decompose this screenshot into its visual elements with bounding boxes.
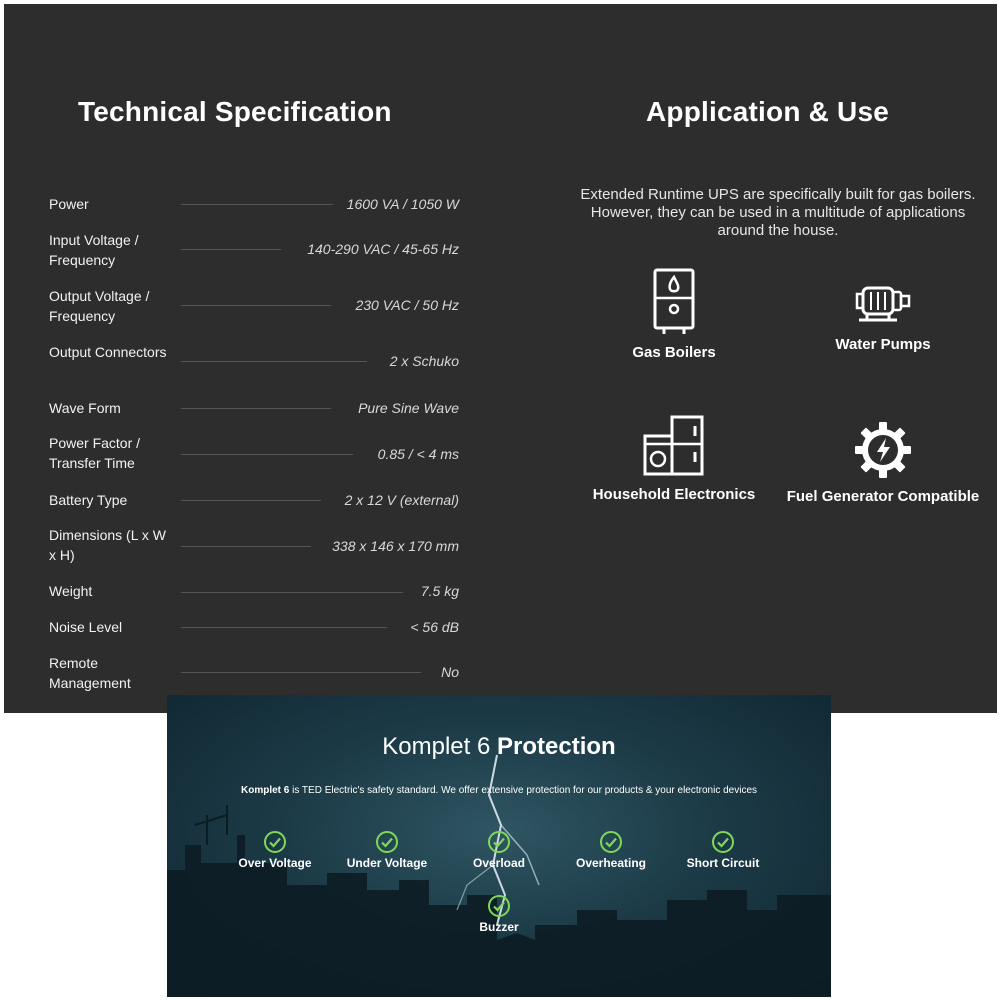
spec-row-battery-type	[49, 490, 459, 510]
application-item-gas-boilers	[569, 268, 779, 361]
spec-value: 0.85 / < 4 ms	[377, 446, 459, 462]
spec-value: No	[441, 664, 459, 680]
spec-divider	[181, 408, 331, 409]
protection-feature-label: Under Voltage	[346, 856, 428, 870]
spec-value: < 56 dB	[410, 619, 459, 635]
check-circle-icon	[711, 830, 735, 854]
spec-row-output-voltage	[49, 286, 459, 326]
spec-label: Dimensions (L x W x H)	[49, 527, 166, 563]
spec-value: Pure Sine Wave	[358, 400, 459, 416]
spec-divider	[181, 361, 367, 362]
protection-feature-label: Overload	[472, 856, 526, 870]
spec-row-weight	[49, 581, 459, 601]
spec-divider	[181, 546, 311, 547]
spec-divider	[181, 500, 321, 501]
application-item-fuel-generator	[778, 420, 988, 505]
spec-row-wave-form	[49, 398, 459, 418]
application-label: Gas Boilers	[632, 344, 716, 361]
spec-label: Power	[49, 196, 89, 212]
spec-row-output-connectors	[49, 342, 459, 382]
spec-label: Output Voltage / Frequency	[49, 288, 150, 324]
gas-boiler-icon	[652, 268, 696, 336]
household-appliances-icon	[642, 414, 706, 478]
spec-value: 230 VAC / 50 Hz	[355, 297, 459, 313]
protection-title-bold: Protection	[497, 733, 616, 760]
protection-feature-label: Buzzer	[479, 920, 519, 934]
spec-label: Remote Management	[49, 655, 131, 691]
application-label: Fuel Generator Compatible	[786, 488, 980, 505]
application-label: Household Electronics	[592, 486, 756, 503]
spec-divider	[181, 204, 333, 205]
spec-divider	[181, 672, 421, 673]
protection-title-light: Komplet 6	[382, 733, 491, 760]
spec-divider	[181, 249, 281, 250]
protection-description-text: is TED Electric's safety standard. We offer extensive protection for our products & your electronic devices	[292, 785, 758, 796]
spec-label: Battery Type	[49, 492, 128, 508]
spec-divider	[181, 454, 353, 455]
spec-row-remote-management	[49, 653, 459, 693]
spec-value: 7.5 kg	[420, 583, 459, 599]
spec-divider	[181, 627, 387, 628]
protection-feature-short-circuit	[668, 830, 778, 870]
protection-description	[167, 785, 831, 796]
protection-feature-label: Short Circuit	[686, 856, 760, 870]
check-circle-icon	[487, 894, 511, 918]
spec-label: Wave Form	[49, 400, 121, 416]
spec-row-power	[49, 194, 459, 214]
protection-feature-under-voltage	[332, 830, 442, 870]
spec-value: 2 x 12 V (external)	[344, 492, 459, 508]
spec-label: Output Connectors	[49, 344, 167, 360]
water-pump-icon	[853, 280, 913, 328]
spec-divider	[181, 305, 331, 306]
protection-feature-overload	[444, 830, 554, 870]
application-use-title: Application & Use	[646, 96, 889, 127]
spec-row-input-voltage	[49, 230, 459, 270]
protection-title	[167, 733, 831, 761]
application-label: Water Pumps	[835, 336, 931, 353]
spec-row-dimensions	[49, 525, 459, 565]
check-circle-icon	[487, 830, 511, 854]
check-circle-icon	[375, 830, 399, 854]
protection-feature-label: Over Voltage	[238, 856, 312, 870]
application-description: Extended Runtime UPS are specifically built for gas boilers. However, they can be used in a multitude of applications around the house.	[580, 186, 976, 239]
spec-value: 2 x Schuko	[389, 353, 459, 369]
spec-value: 338 x 146 x 170 mm	[332, 538, 459, 554]
protection-description-bold: Komplet 6	[240, 785, 290, 796]
spec-label: Weight	[49, 583, 93, 599]
spec-divider	[181, 592, 403, 593]
technical-specification-title: Technical Specification	[78, 96, 392, 127]
spec-value: 1600 VA / 1050 W	[346, 196, 459, 212]
protection-feature-overheating	[556, 830, 666, 870]
spec-label: Noise Level	[49, 619, 123, 635]
spec-value: 140-290 VAC / 45-65 Hz	[307, 241, 459, 257]
spec-row-noise-level	[49, 617, 459, 637]
spec-label: Input Voltage / Frequency	[49, 232, 139, 268]
check-circle-icon	[599, 830, 623, 854]
protection-feature-over-voltage	[220, 830, 330, 870]
application-item-household-electronics	[569, 414, 779, 503]
application-item-water-pumps	[778, 280, 988, 353]
spec-label: Power Factor / Transfer Time	[49, 435, 141, 471]
spec-row-power-factor	[49, 433, 459, 473]
protection-feature-label: Overheating	[575, 856, 647, 870]
protection-panel	[167, 695, 831, 997]
check-circle-icon	[263, 830, 287, 854]
protection-feature-buzzer	[444, 894, 554, 934]
generator-gear-bolt-icon	[853, 420, 913, 480]
